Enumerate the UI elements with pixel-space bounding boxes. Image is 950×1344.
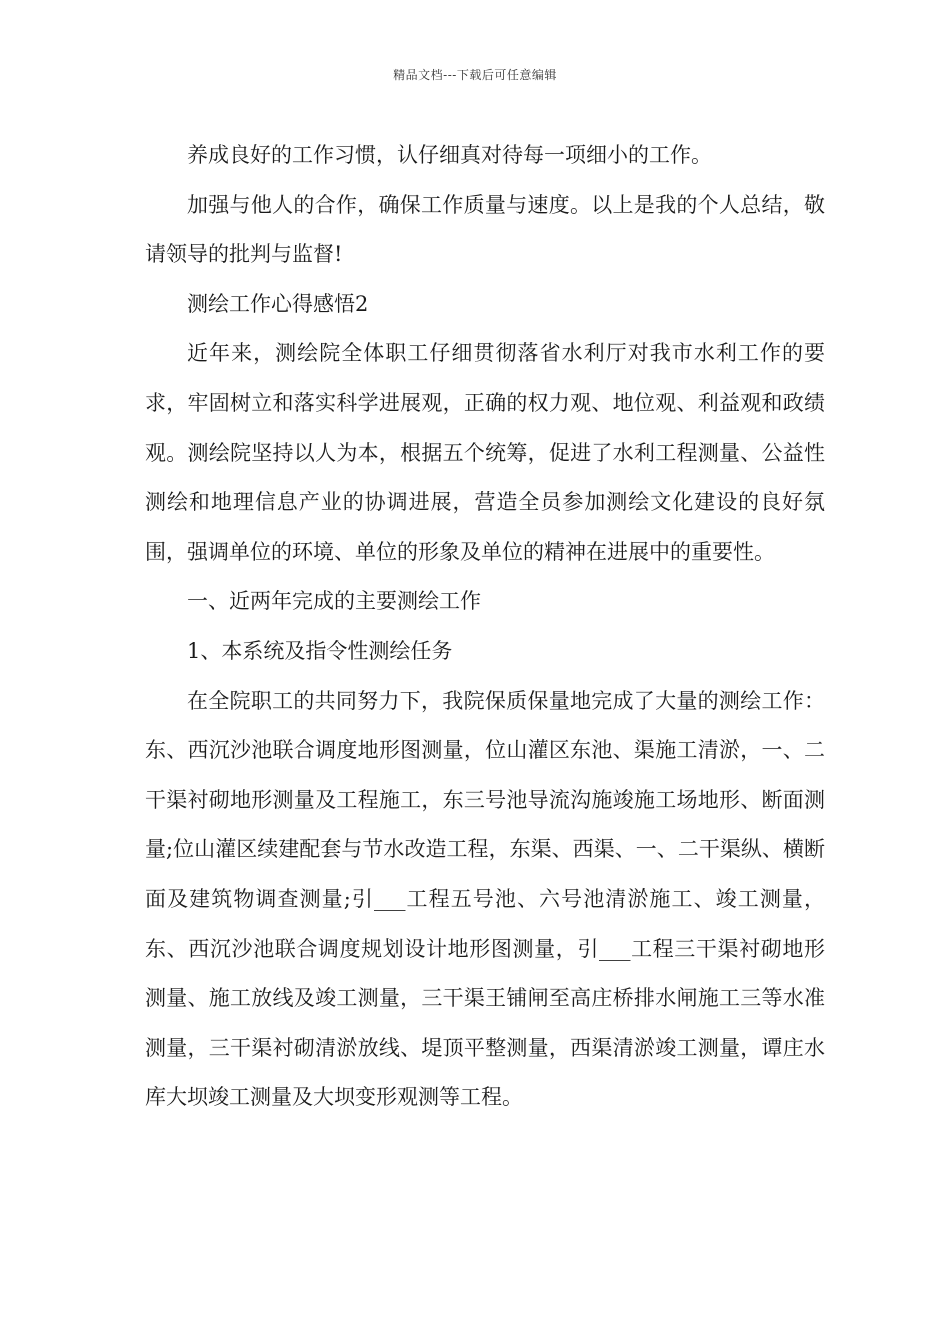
subsection-heading-1: 1、本系统及指令性测绘任务 bbox=[187, 638, 453, 663]
page-header: 精品文档---下载后可任意编辑 bbox=[393, 68, 557, 82]
paragraph-projects: 在全院职工的共同努力下，我院保质保量地完成了大量的测绘工作：东、西沉沙池联合调度地形图测量，位山灌区东池、渠施工清淤，一、二干渠衬砌地形测量及工程施工，东三号池导流沟施竣施工场地形、断面测量;位山灌区续建配套与节水改造工程，东渠、西渠、一、二干渠纵、横断面及建筑物调查测量;引___工程五号池、六号池清淤施工、竣工测量，东、西沉沙池联合调度规划设计地形图测量，引___工程三干渠衬砌地形测量、施工放线及竣工测量，三干渠王铺闸至高庄桥排水闸施工三等水准测量，三干渠衬砌清淤放线、堤顶平整测量，西渠清淤竣工测量，谭庄水库大坝竣工测量及大坝变形观测等工程。 bbox=[145, 688, 825, 1110]
document-body bbox=[145, 131, 825, 1123]
section-heading-1: 一、近两年完成的主要测绘工作 bbox=[187, 589, 481, 614]
paragraph-overview: 近年来，测绘院全体职工仔细贯彻落省水利厅对我市水利工作的要求，牢固树立和落实科学进展观，正确的权力观、地位观、利益观和政绩观。测绘院坚持以人为本，根据五个统筹，促进了水利工程测量、公益性测绘和地理信息产业的协调进展，营造全员参加测绘文化建设的良好氛围，强调单位的环境、单位的形象及单位的精神在进展中的重要性。 bbox=[145, 341, 825, 564]
paragraph-work-habits: 养成良好的工作习惯，认仔细真对待每一项细小的工作。 bbox=[187, 143, 712, 167]
section-title: 测绘工作心得感悟2 bbox=[187, 291, 369, 316]
paragraph-cooperation: 加强与他人的合作，确保工作质量与速度。以上是我的个人总结，敬请领导的批判与监督! bbox=[145, 192, 825, 267]
